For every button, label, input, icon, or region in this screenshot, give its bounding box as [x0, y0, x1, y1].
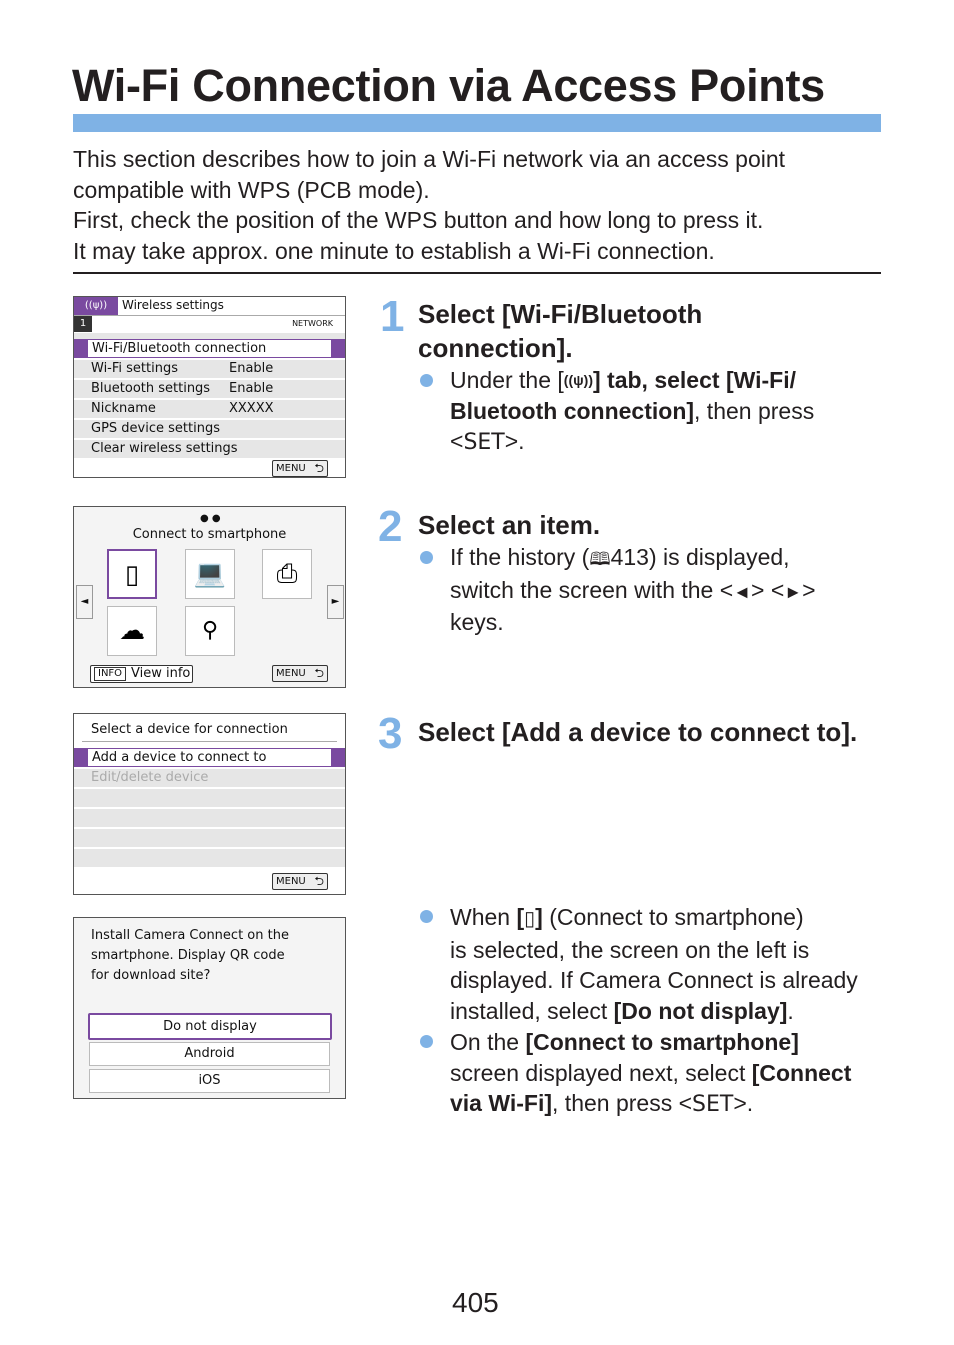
text: . — [787, 997, 794, 1024]
computer-icon[interactable]: 💻 — [185, 549, 235, 599]
message-line: Install Camera Connect on the — [91, 928, 289, 943]
text: [Do not display] — [613, 997, 788, 1024]
step-2-title: Select an item. — [418, 510, 601, 540]
section-label: NETWORK — [292, 319, 333, 328]
right-key-icon: ► — [784, 581, 803, 602]
menu-button[interactable] — [272, 873, 328, 890]
ios-button[interactable]: iOS — [89, 1069, 330, 1093]
text: keys. — [450, 609, 504, 635]
menu-item-label: Clear wireless settings — [91, 441, 238, 456]
empty-row — [74, 828, 345, 847]
screen-title: Connect to smartphone — [132, 527, 287, 542]
scroll-left-arrow[interactable]: ◄ — [76, 585, 93, 619]
camera-screen-wireless-settings — [73, 296, 346, 478]
text: When — [450, 904, 517, 930]
text: >. — [733, 1090, 754, 1116]
smartphone-icon: ▯ — [524, 908, 536, 930]
step-title-line: connection]. — [418, 333, 573, 363]
smartphone-icon[interactable]: ▯ — [107, 549, 157, 599]
info-button[interactable] — [90, 665, 193, 683]
page-reference: 413 — [610, 544, 649, 570]
message-line: for download site? — [91, 968, 211, 983]
text: ] — [535, 904, 543, 930]
menu-item-label: Edit/delete device — [91, 770, 209, 785]
text: [Wi-Fi/ — [725, 367, 796, 393]
wireless-icon: ((ψ)) — [563, 372, 593, 388]
menu-item-label: Wi-Fi settings — [91, 361, 178, 376]
step-3-title: Select [Add a device to connect to]. — [418, 717, 858, 747]
empty-row — [74, 788, 345, 807]
text: screen displayed next, select — [450, 1059, 752, 1086]
left-key-icon: ◄ — [733, 581, 751, 602]
text: Under the [ — [450, 367, 564, 393]
step-2-instruction — [450, 542, 880, 638]
intro-line: compatible with WPS (PCB mode). — [73, 176, 430, 203]
selection-marker — [332, 748, 345, 767]
empty-row — [74, 848, 345, 867]
title-underline — [82, 741, 337, 742]
menu-item-bluetooth-settings[interactable] — [74, 379, 345, 398]
step-number-1: 1 — [380, 292, 405, 341]
book-icon: 🕮 — [589, 549, 611, 569]
menu-item-wifi-settings[interactable] — [74, 359, 345, 378]
menu-button[interactable] — [272, 460, 328, 477]
bullet-dot — [420, 374, 433, 387]
text: < — [450, 428, 464, 454]
menu-item-label: GPS device settings — [91, 421, 220, 436]
menu-item-nickname[interactable] — [74, 399, 345, 418]
text: switch the screen with the < — [450, 576, 734, 603]
text: [Connect — [751, 1059, 852, 1086]
intro-line: First, check the position of the WPS button and how long to press it. — [73, 207, 764, 233]
intro-line: This section describes how to join a Wi-Fi network via an access point — [73, 146, 786, 172]
title-underline-bar — [73, 114, 881, 132]
remote-icon[interactable]: ⚲ — [185, 606, 235, 656]
return-icon: ⮌ — [314, 874, 324, 888]
menu-button-label: MENU — [276, 463, 306, 474]
message-line: smartphone. Display QR code — [91, 948, 285, 963]
menu-item-wifi-bluetooth-connection[interactable] — [87, 339, 332, 358]
empty-row — [74, 808, 345, 827]
text: > — [802, 576, 816, 603]
menu-item-label: Wi-Fi/Bluetooth connection — [92, 341, 267, 356]
menu-item-label: Nickname — [91, 401, 156, 416]
selection-marker — [74, 748, 87, 767]
text: Bluetooth connection] — [450, 397, 695, 424]
camera-screen-install-prompt — [73, 917, 346, 1099]
printer-icon[interactable]: ⎙ — [262, 549, 312, 599]
menu-button[interactable] — [272, 665, 328, 682]
wireless-icon: ((ψ)) — [74, 297, 118, 315]
text: , then press — [694, 397, 815, 424]
menu-item-edit-delete-device — [74, 768, 345, 787]
menu-item-add-device[interactable] — [87, 748, 332, 767]
text: via Wi-Fi] — [450, 1090, 553, 1116]
menu-tab-number[interactable]: 1 — [74, 316, 92, 332]
divider — [73, 272, 881, 274]
menu-item-value: Enable — [229, 361, 274, 376]
selection-marker — [74, 339, 87, 358]
view-info-label: View info — [131, 666, 191, 681]
screen-title: Select a device for connection — [91, 722, 288, 737]
bullet-dot — [420, 1035, 433, 1048]
camera-screen-connect-smartphone — [73, 506, 346, 688]
step-title-line: Select [Wi-Fi/Bluetooth — [418, 299, 703, 329]
set-button-label: SET — [692, 1092, 734, 1117]
text: [ — [516, 904, 525, 930]
text: (Connect to smartphone) — [542, 904, 804, 930]
bullet-dot — [420, 551, 433, 564]
cloud-icon[interactable]: ☁ — [107, 606, 157, 656]
page-number: 405 — [452, 1287, 499, 1318]
menu-item-gps-device-settings[interactable] — [74, 419, 345, 438]
step-3-instruction-1 — [450, 902, 880, 1026]
text: ) is displayed, — [648, 544, 790, 570]
set-button-label: SET — [463, 430, 505, 455]
step-3-instruction-2 — [450, 1027, 880, 1121]
text: [Connect to smartphone] — [525, 1029, 799, 1055]
page-title: Wi-Fi Connection via Access Points — [72, 60, 825, 111]
return-icon: ⮌ — [314, 461, 324, 475]
step-number-2: 2 — [378, 502, 403, 551]
text: installed, select — [450, 997, 614, 1024]
text: > < — [751, 576, 785, 603]
selection-marker — [332, 339, 345, 358]
menu-button-label: MENU — [276, 876, 306, 887]
text: >. — [504, 428, 525, 454]
step-1-instruction — [450, 365, 880, 459]
intro-line: It may take approx. one minute to establish a Wi-Fi connection. — [73, 237, 715, 264]
menu-item-value: Enable — [229, 381, 274, 396]
text: is selected, the screen on the left is — [450, 936, 810, 963]
text: , then press < — [552, 1090, 693, 1116]
bullet-dot — [420, 910, 433, 923]
text: On the — [450, 1029, 526, 1055]
menu-item-label: Bluetooth settings — [91, 381, 211, 396]
page-indicator: ● ● — [200, 513, 221, 524]
menu-item-clear-wireless-settings[interactable] — [74, 439, 345, 458]
text: displayed. If Camera Connect is already — [450, 967, 858, 993]
screen-header-title: Wireless settings — [122, 298, 224, 312]
menu-item-label: Add a device to connect to — [92, 750, 267, 765]
text: ] tab, select — [593, 367, 726, 393]
return-icon: ⮌ — [314, 666, 324, 680]
camera-screen-select-device — [73, 713, 346, 895]
android-button[interactable]: Android — [89, 1042, 330, 1066]
scroll-right-arrow[interactable]: ► — [327, 585, 344, 619]
do-not-display-button[interactable]: Do not display — [88, 1013, 332, 1040]
menu-button-label: MENU — [276, 668, 306, 679]
info-key-label: INFO — [94, 667, 126, 681]
step-number-3: 3 — [378, 709, 403, 758]
step-1-title — [418, 297, 702, 365]
intro-text — [73, 144, 881, 266]
prompt-message — [91, 926, 289, 986]
text: If the history ( — [450, 544, 590, 570]
menu-item-value: XXXXX — [229, 401, 274, 416]
